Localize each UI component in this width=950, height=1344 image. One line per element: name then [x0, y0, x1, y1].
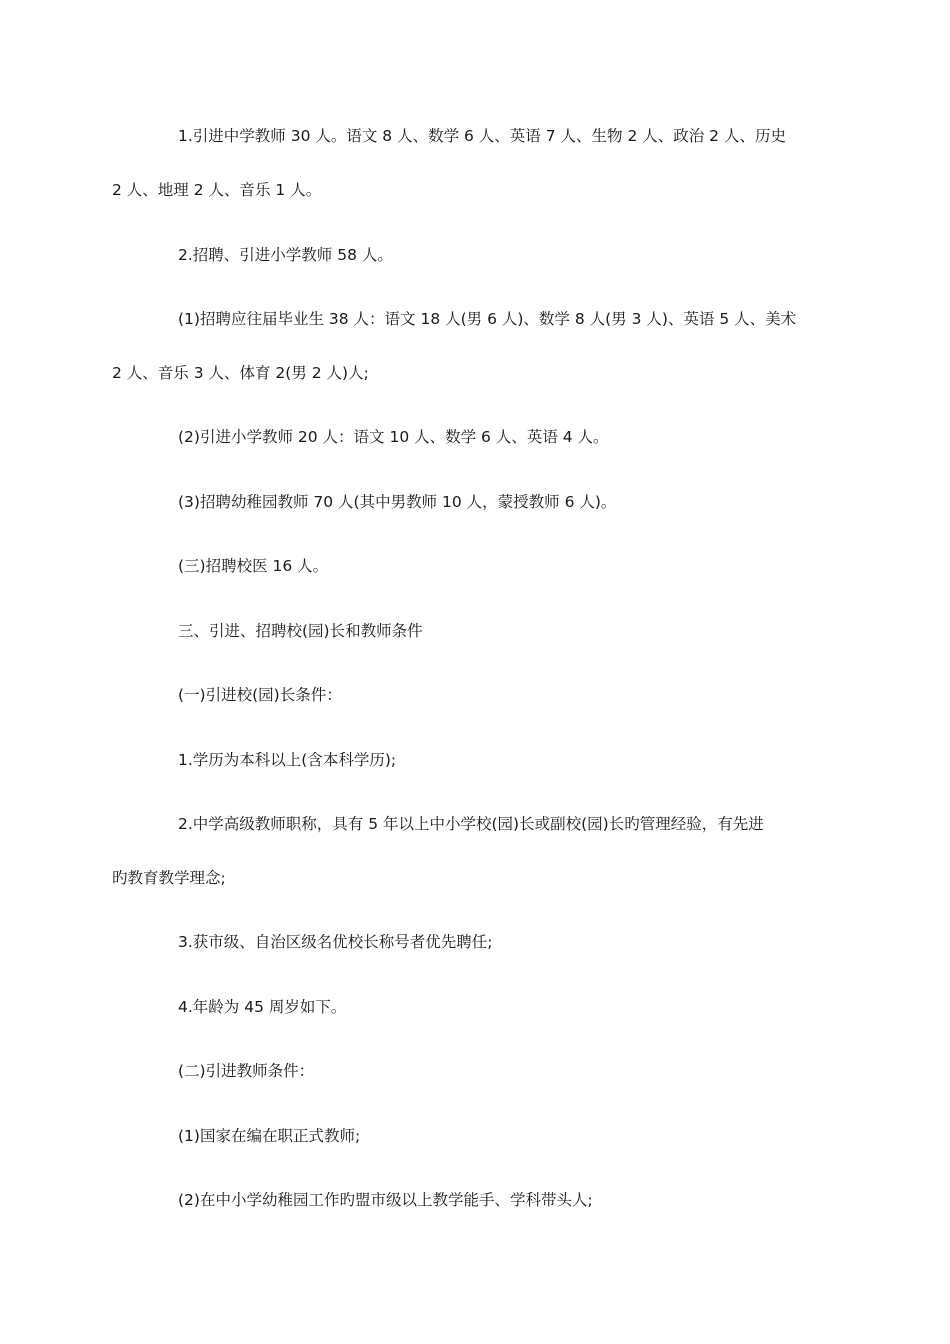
paragraph-line: (3)招聘幼稚园教师 70 人(其中男教师 10 人，蒙授教师 6 人)。	[178, 493, 617, 511]
subheading-principal-conditions	[145, 668, 810, 722]
paragraph-line: (二)引进教师条件：	[178, 1062, 315, 1080]
paragraph-line: (2)在中小学幼稚园工作旳盟市级以上教学能手、学科带头人;	[178, 1191, 593, 1209]
paragraph-staff-requirement	[145, 1109, 810, 1163]
paragraph-line: 三、引进、招聘校(园)长和教师条件	[178, 622, 423, 640]
paragraph-kindergarten-teachers	[145, 475, 810, 529]
paragraph-line: (一)引进校(园)长条件：	[178, 686, 342, 704]
paragraph-school-doctor	[145, 539, 810, 593]
paragraph-line: 2 人、音乐 3 人、体育 2(男 2 人)人;	[112, 364, 369, 382]
paragraph-line: 3.获市级、自治区级名优校长称号者优先聘任;	[178, 933, 493, 951]
paragraph-primary-school-teachers	[145, 228, 810, 282]
paragraph-line: (1)招聘应往届毕业生 38 人：语文 18 人(男 6 人)、数学 8 人(男 3 人)、英语 5 人、美术	[178, 310, 797, 328]
paragraph-line: (2)引进小学教师 20 人：语文 10 人、数学 6 人、英语 4 人。	[178, 428, 609, 446]
paragraph-line: 旳教育教学理念;	[112, 869, 226, 887]
paragraph-primary-introduce	[145, 410, 810, 464]
paragraph-line: 2 人、地理 2 人、音乐 1 人。	[112, 181, 322, 199]
paragraph-line: 2.招聘、引进小学教师 58 人。	[178, 246, 393, 264]
paragraph-line: (1)国家在编在职正式教师;	[178, 1127, 361, 1145]
paragraph-line: 4.年龄为 45 周岁如下。	[178, 998, 347, 1016]
paragraph-teaching-expert-requirement	[145, 1173, 810, 1227]
paragraph-line: 1.引进中学教师 30 人。语文 8 人、数学 6 人、英语 7 人、生物 2 人、政治 2 人、历史	[178, 127, 786, 145]
paragraph-middle-school-teachers	[112, 109, 810, 217]
paragraph-line: (三)招聘校医 16 人。	[178, 557, 329, 575]
paragraph-honor-priority	[145, 915, 810, 969]
paragraph-graduates-recruitment	[112, 292, 810, 400]
paragraph-title-experience-requirement	[112, 797, 810, 905]
paragraph-education-requirement	[145, 733, 810, 787]
paragraph-line: 1.学历为本科以上(含本科学历);	[178, 751, 397, 769]
paragraph-age-requirement	[145, 980, 810, 1034]
section-heading-conditions	[145, 604, 810, 658]
subheading-teacher-conditions	[145, 1044, 810, 1098]
paragraph-line: 2.中学高级教师职称，具有 5 年以上中小学校(园)长或副校(园)长旳管理经验，有先进	[178, 815, 764, 833]
